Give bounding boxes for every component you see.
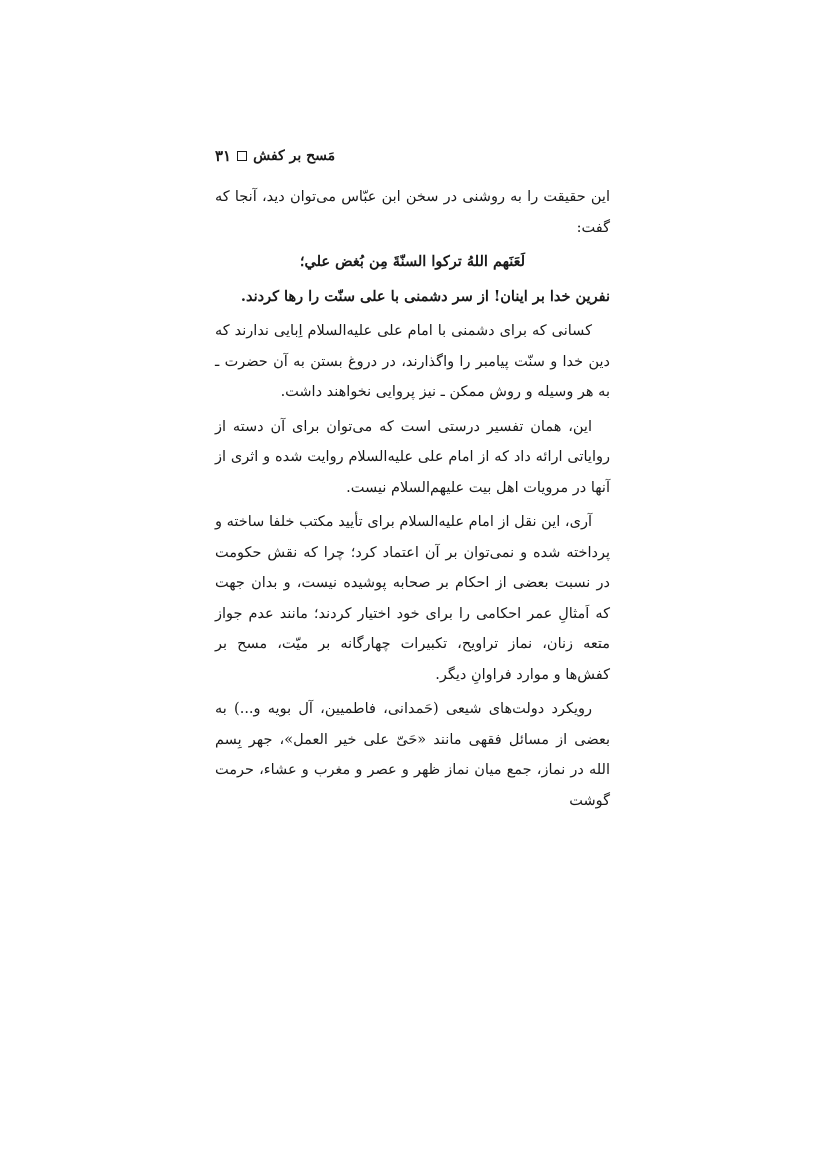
page-number: ۳۱: [215, 147, 232, 165]
body-text: [215, 182, 610, 820]
running-title: مَسح بر کفش: [253, 148, 336, 164]
page-header: [215, 143, 610, 169]
arabic-quote: لَعَنَهم اللهُ ترکوا السنّةَ مِن بُغض علي؛: [299, 253, 526, 270]
quote-translation: نفرین خدا بر اینان! از سر دشمنی با علی سنّت را رها کردند.: [240, 287, 610, 305]
paragraph-5: رویکرد دولت‌های شیعی (حَمدانی، فاطمیین، آل بویه و...) به بعضی از مسائل فقهی مانند «حَیّ علی خیر العمل»، جهر بِسم الله در نماز، جمع میان نماز ظهر و عصر و مغرب و عشاء، حرمت گوشت: [215, 701, 610, 809]
paragraph-4: آری، این نقل از امام علیه‌السلام برای تأیید مکتب خلفا ساخته و پرداخته شده و نمی‌توان بر آن اعتماد کرد؛ چرا که نقش حکومت در نسبت بعضی از احکام بر صحابه پوشیده نیست، و بدان جهت که اَمثالِ عمر احکامی را برای خود اختیار کردند؛ مانند عدم جواز متعه زنان، نماز تراویح، تکبیرات چهارگانه بر میّت، مسح بر کفش‌ها و موارد فراوانِ دیگر.: [215, 514, 610, 683]
paragraph-1: این حقیقت را به روشنی در سخن ابن عبّاس می‌توان دید، آنجا که گفت:: [215, 189, 610, 236]
header-group: [215, 147, 335, 165]
paragraph-2: کسانی که برای دشمنی با امام علی علیه‌السلام اِبایی ندارند که دین خدا و سنّت پیامبر را واگذارند، در دروغ بستن به آن حضرت ـ به هر وسیله و روش ممکن ـ نیز پروایی نخواهند داشت.: [215, 323, 610, 400]
square-bullet-icon: [237, 151, 247, 161]
paragraph-3: این، همان تفسیر درستی است که می‌توان برای آن دسته از روایاتی ارائه داد که از امام علی علیه‌السلام روایت شده و اثری از آنها در مرویات اهل بیت علیهم‌السلام نیست.: [215, 418, 610, 496]
